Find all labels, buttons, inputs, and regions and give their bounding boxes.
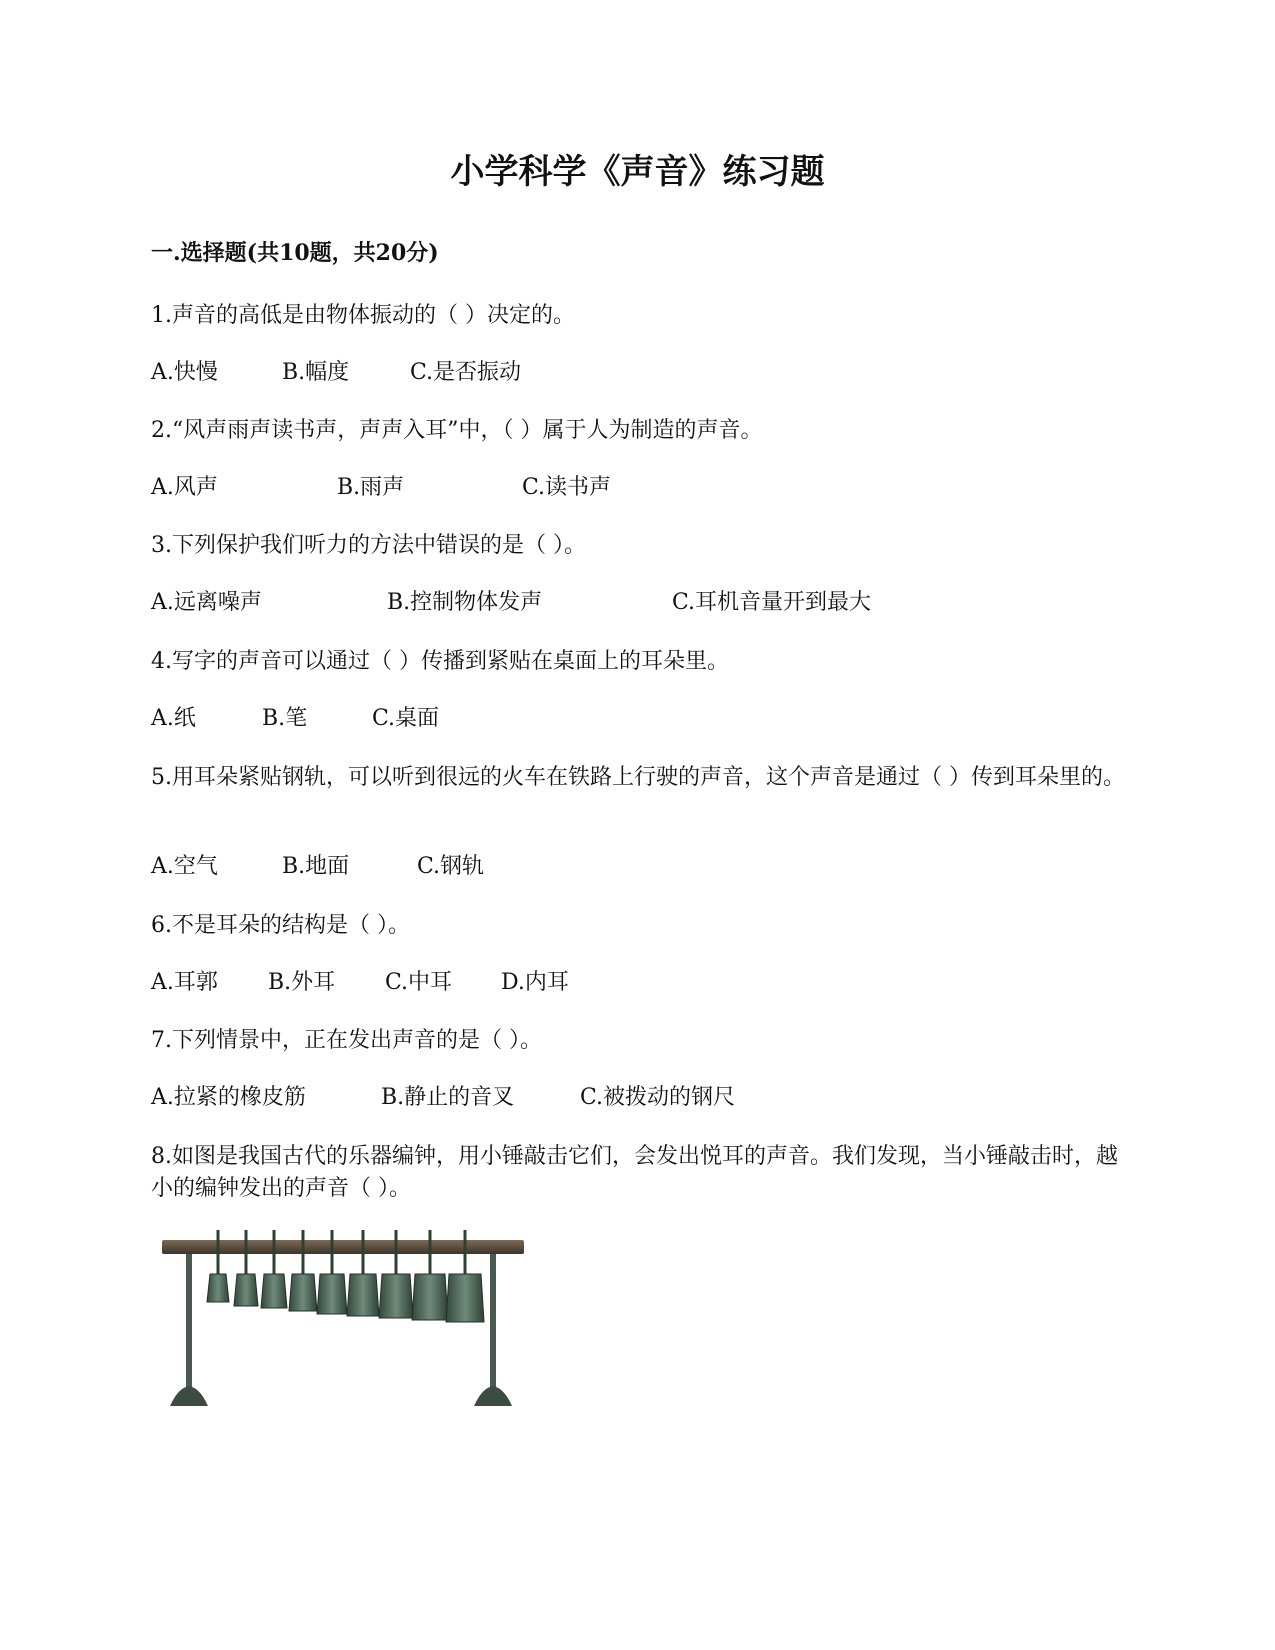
question-7-options (0, 1082, 1275, 1114)
question-5-option-b[interactable]: B.地面 (282, 854, 350, 879)
question-7-stem: 7.下列情景中，正在发出声音的是（ ）。 (151, 1028, 542, 1053)
question-2-options (0, 472, 1275, 504)
question-6-option-c[interactable]: C.中耳 (385, 970, 453, 995)
question-7-option-c[interactable]: C.被拨动的钢尺 (580, 1085, 736, 1110)
question-2-option-b[interactable]: B.雨声 (337, 475, 405, 500)
question-5-option-c[interactable]: C.钢轨 (417, 854, 485, 879)
question-6-stem: 6.不是耳朵的结构是（ ）。 (151, 913, 410, 938)
question-2-option-c[interactable]: C.读书声 (522, 475, 612, 500)
question-2-option-a[interactable]: A.风声 (151, 475, 218, 500)
question-5-option-a[interactable]: A.空气 (151, 854, 218, 879)
question-2-stem: 2.“风声雨声读书声，声声入耳”中，（ ）属于人为制造的声音。 (151, 418, 763, 443)
question-3-option-b[interactable]: B.控制物体发声 (387, 590, 543, 615)
question-3-option-c[interactable]: C.耳机音量开到最大 (672, 590, 872, 615)
question-5-stem: 5.用耳朵紧贴钢轨，可以听到很远的火车在铁路上行驶的声音，这个声音是通过（ ）传到耳朵里的。 (151, 765, 1125, 790)
question-4-option-a[interactable]: A.纸 (151, 706, 196, 731)
question-8-stem: 8.如图是我国古代的乐器编钟，用小锤敲击它们，会发出悦耳的声音。我们发现，当小锤敲击时，越小的编钟发出的声音（ ）。 (151, 1144, 1118, 1201)
question-7-option-b[interactable]: B.静止的音叉 (381, 1085, 515, 1110)
question-4-stem: 4.写字的声音可以通过（ ）传播到紧贴在桌面上的耳朵里。 (151, 649, 729, 674)
question-3-option-a[interactable]: A.远离噪声 (151, 590, 262, 615)
question-4-option-b[interactable]: B.笔 (262, 706, 308, 731)
bianzhong-bells-image (160, 1228, 526, 1414)
question-1-options (0, 357, 1275, 389)
question-4-options (0, 703, 1275, 735)
question-1-option-c[interactable]: C.是否振动 (410, 360, 522, 385)
question-7-option-a[interactable]: A.拉紧的橡皮筋 (151, 1085, 306, 1110)
question-6-option-a[interactable]: A.耳郭 (151, 970, 218, 995)
section-heading: 一.选择题(共10题，共20分) (151, 240, 439, 266)
question-6-option-b[interactable]: B.外耳 (268, 970, 336, 995)
page-title: 小学科学《声音》练习题 (450, 152, 825, 192)
question-1-option-b[interactable]: B.幅度 (282, 360, 350, 385)
question-6-option-d[interactable]: D.内耳 (501, 970, 569, 995)
question-5-options (0, 851, 1275, 883)
question-3-stem: 3.下列保护我们听力的方法中错误的是（ ）。 (151, 533, 586, 558)
question-4-option-c[interactable]: C.桌面 (372, 706, 440, 731)
question-1-option-a[interactable]: A.快慢 (151, 360, 218, 385)
question-6-options (0, 967, 1275, 999)
question-1-stem: 1.声音的高低是由物体振动的（ ）决定的。 (151, 303, 575, 328)
question-3-options (0, 587, 1275, 619)
